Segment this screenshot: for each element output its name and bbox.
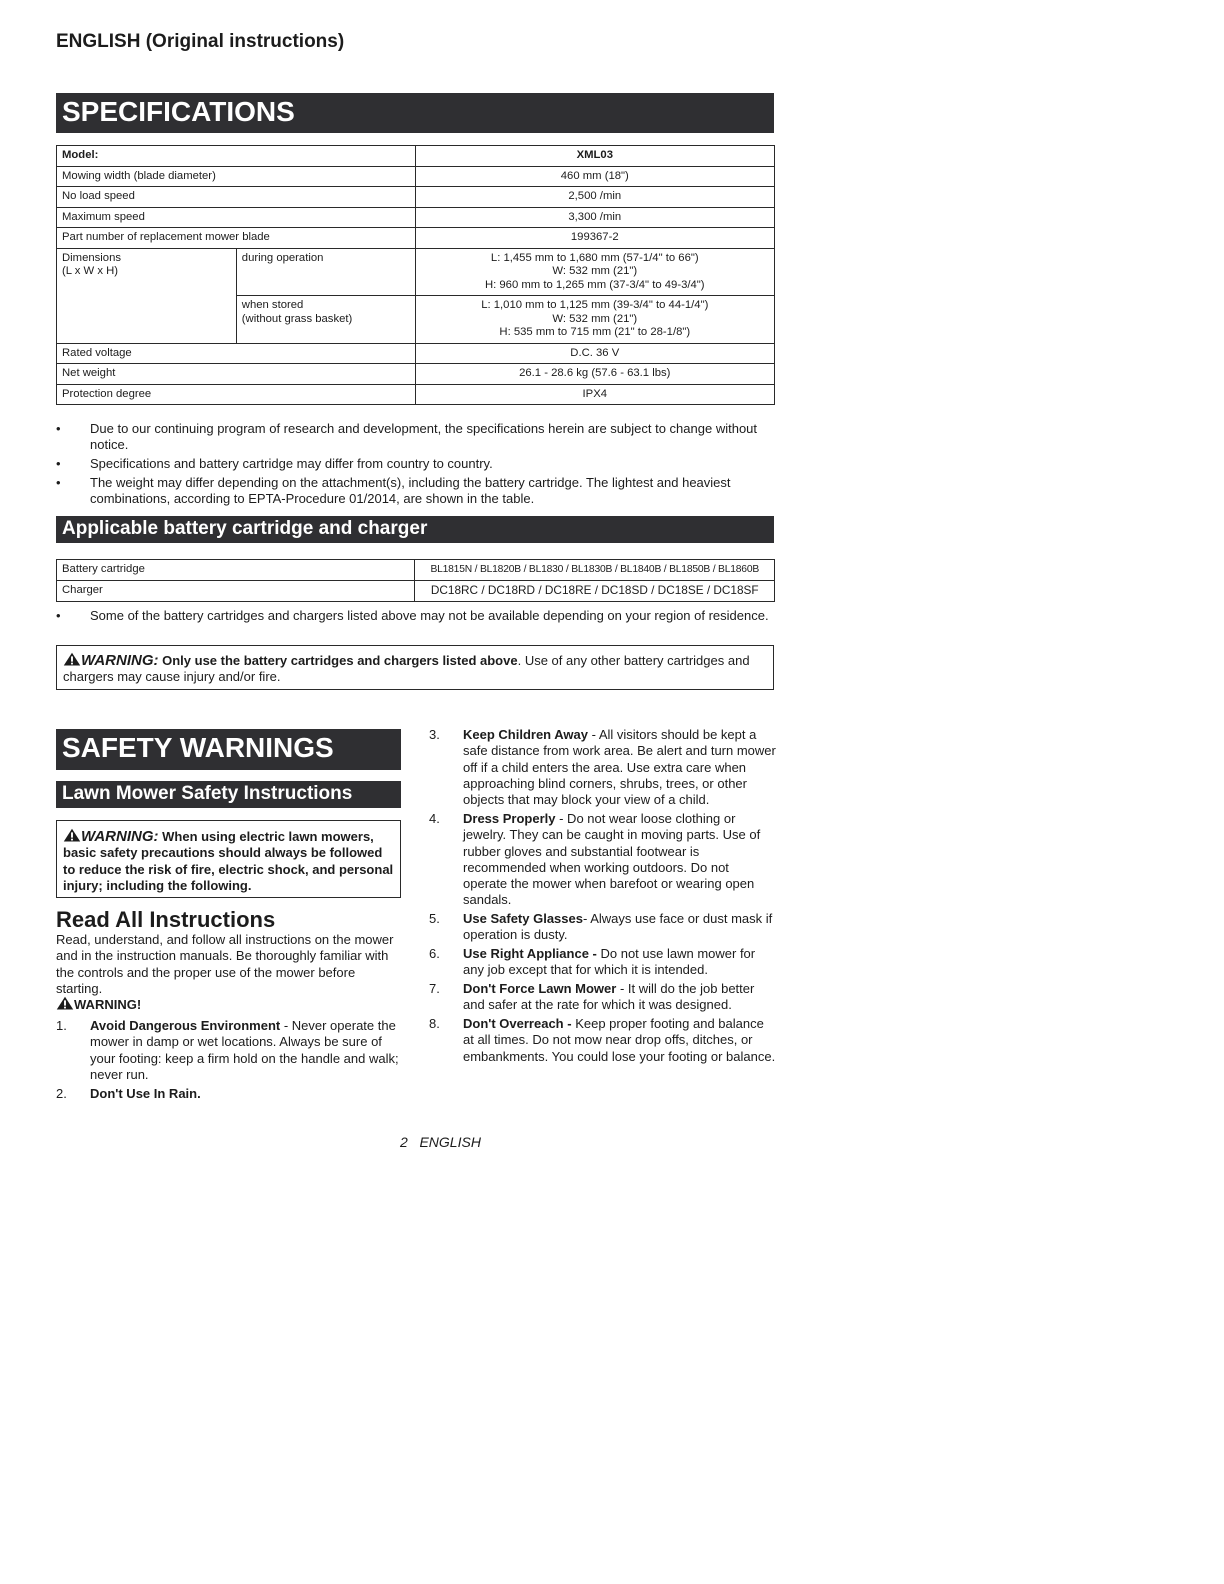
item-text: - Never operate the mower in damp or wet locations. Always be sure of your footing: keep a firm hold on the handle and walk; never run. (90, 1018, 399, 1082)
item-number: 6. (429, 946, 440, 961)
model-label: Model: (57, 146, 416, 167)
spec-label: Rated voltage (57, 343, 416, 364)
document-language-header: ENGLISH (Original instructions) (56, 31, 345, 52)
spec-note (56, 421, 776, 453)
warning-rest-text: . Use of any other battery cartridges and chargers may cause injury and/or fire. (63, 653, 750, 684)
spec-value: 2,500 /min (415, 187, 774, 208)
spec-value: 26.1 - 28.6 kg (57.6 - 63.1 lbs) (415, 364, 774, 385)
table-row (57, 248, 775, 296)
specifications-table (56, 145, 775, 405)
item-text: - Do not wear loose clothing or jewelry. They can be caught in moving parts. Use of rubber gloves and substantial footwear is recommended when working outdoors. Do not operate the mower when barefoot or wearing open sandals. (463, 811, 761, 908)
bullet: • (56, 608, 61, 623)
item-text: - It will do the job better and safer at the rate for which it was designed. (463, 981, 755, 1013)
table-row (57, 187, 775, 208)
battery-note-text: Some of the battery cartridges and chargers listed above may not be available depending on your region of residence. (90, 608, 769, 623)
safety-warning-text: When using electric lawn mowers, basic safety precautions should always be followed to reduce the risk of fire, electric shock, and personal injury; including the following. (63, 829, 394, 893)
list-item (429, 727, 776, 808)
table-row (57, 343, 775, 364)
page-number: 2 (400, 1134, 408, 1150)
battery-note (56, 608, 776, 624)
spec-value: 199367-2 (415, 228, 774, 249)
spec-note-text: Due to our continuing program of research and development, the specifications herein are subject to change without notice. (90, 421, 758, 452)
spec-label: Mowing width (blade diameter) (57, 166, 416, 187)
warning-triangle-icon (56, 996, 74, 1010)
bullet: • (56, 475, 61, 490)
battery-cartridge-label: Battery cartridge (57, 560, 415, 581)
table-row (57, 560, 775, 581)
item-text: - All visitors should be kept a safe distance from work area. Be alert and turn mower off if a child enters the area. Use extra care when approaching blind corners, shrubs, trees, or other objects that may block your view of a child. (463, 727, 776, 808)
charger-value: DC18RC / DC18RD / DC18RE / DC18SD / DC18SE / DC18SF (415, 581, 775, 602)
dimension-line: W: 532 mm (21") (552, 265, 638, 277)
item-title: Use Safety Glasses (463, 911, 583, 926)
list-item (56, 1086, 401, 1102)
footer-language: ENGLISH (419, 1134, 481, 1150)
safety-warnings-title: SAFETY WARNINGS (56, 729, 401, 770)
item-number: 5. (429, 911, 440, 926)
spec-label: Maximum speed (57, 207, 416, 228)
spec-value: D.C. 36 V (415, 343, 774, 364)
list-item (429, 811, 776, 909)
spec-note-text: The weight may differ depending on the attachment(s), including the battery cartridge. The lightest and heaviest combinations, according to EPTA-Procedure 01/2014, are shown in the table. (90, 475, 731, 506)
warning-triangle-icon (63, 828, 81, 842)
spec-label: Part number of replacement mower blade (57, 228, 416, 249)
item-title: Avoid Dangerous Environment (90, 1018, 281, 1033)
spec-note (56, 475, 776, 507)
item-text: Do not use lawn mower for any job except that for which it is intended. (463, 946, 756, 978)
list-item (429, 1016, 776, 1065)
spec-value: 3,300 /min (415, 207, 774, 228)
dimension-line: H: 535 mm to 715 mm (21" to 28-1/8") (499, 326, 691, 338)
item-title: Don't Use In Rain. (90, 1086, 201, 1101)
table-row (57, 207, 775, 228)
spec-note (56, 456, 776, 472)
item-number: 8. (429, 1016, 440, 1031)
item-number: 7. (429, 981, 440, 996)
warning-label-text: WARNING! (74, 997, 142, 1012)
item-title: Don't Overreach - (463, 1016, 572, 1031)
dimensions-label-line: Dimensions (62, 251, 122, 264)
model-value: XML03 (415, 146, 774, 167)
spec-label: No load speed (57, 187, 416, 208)
charger-label: Charger (57, 581, 415, 602)
table-row (57, 581, 775, 602)
stored-label (236, 296, 415, 344)
dimension-line: L: 1,010 mm to 1,125 mm (39-3/4" to 44-1/4") (481, 299, 709, 311)
dimensions-label-line: (L x W x H) (62, 265, 119, 277)
stored-label-line: when stored (241, 299, 304, 311)
spec-note-text: Specifications and battery cartridge may differ from country to country. (90, 456, 493, 471)
warning-word: WARNING: (81, 828, 159, 845)
lawn-mower-safety-subtitle: Lawn Mower Safety Instructions (56, 781, 401, 808)
item-number: 2. (56, 1086, 67, 1101)
item-number: 1. (56, 1018, 67, 1033)
item-text: Keep proper footing and balance at all times. Do not mow near drop offs, ditches, or embankments. You could lose your footing or balance. (463, 1016, 776, 1064)
warning-word: WARNING: (81, 652, 159, 669)
table-row (57, 146, 775, 167)
item-title: Keep Children Away (463, 727, 588, 742)
read-instructions-heading: Read All Instructions (56, 907, 276, 932)
page-footer (400, 1134, 481, 1150)
item-title: Use Right Appliance - (463, 946, 597, 961)
list-item (429, 911, 776, 944)
item-text: - Always use face or dust mask if operation is dusty. (463, 911, 773, 943)
list-item (429, 981, 776, 1014)
operation-dimensions (415, 248, 774, 296)
spec-value: IPX4 (415, 384, 774, 405)
dimension-line: L: 1,455 mm to 1,680 mm (57-1/4" to 66") (490, 251, 699, 264)
item-title: Dress Properly (463, 811, 556, 826)
dimension-line: H: 960 mm to 1,265 mm (37-3/4" to 49-3/4") (484, 278, 705, 291)
spec-label: Protection degree (57, 384, 416, 405)
table-row (57, 228, 775, 249)
read-instructions-body: Read, understand, and follow all instructions on the mower and in the instruction manuals. Be thoroughly familiar with the controls and the proper use of the mower before starting. (56, 932, 394, 996)
stored-dimensions (415, 296, 774, 344)
battery-table (56, 559, 775, 602)
dimensions-label (57, 248, 237, 343)
specifications-title: SPECIFICATIONS (56, 93, 774, 133)
item-number: 3. (429, 727, 440, 742)
safety-warning-box (56, 820, 401, 898)
stored-label-line: (without grass basket) (241, 312, 353, 325)
spec-value: 460 mm (18") (415, 166, 774, 187)
table-row (57, 364, 775, 385)
list-item (429, 946, 776, 979)
battery-section-title: Applicable battery cartridge and charger (56, 516, 774, 543)
dimension-line: W: 532 mm (21") (552, 312, 638, 325)
bullet: • (56, 421, 61, 436)
bullet: • (56, 456, 61, 471)
warning-label (56, 996, 141, 1012)
spec-label: Net weight (57, 364, 416, 385)
table-row (57, 166, 775, 187)
operation-label: during operation (236, 248, 415, 296)
table-row (57, 384, 775, 405)
item-title: Don't Force Lawn Mower (463, 981, 617, 996)
warning-bold-text: Only use the battery cartridges and chargers listed above (162, 653, 518, 668)
battery-warning-box (56, 645, 774, 690)
item-number: 4. (429, 811, 440, 826)
battery-cartridge-value: BL1815N / BL1820B / BL1830 / BL1830B / BL1840B / BL1850B / BL1860B (415, 560, 775, 581)
warning-triangle-icon (63, 652, 81, 666)
list-item (56, 1018, 401, 1083)
